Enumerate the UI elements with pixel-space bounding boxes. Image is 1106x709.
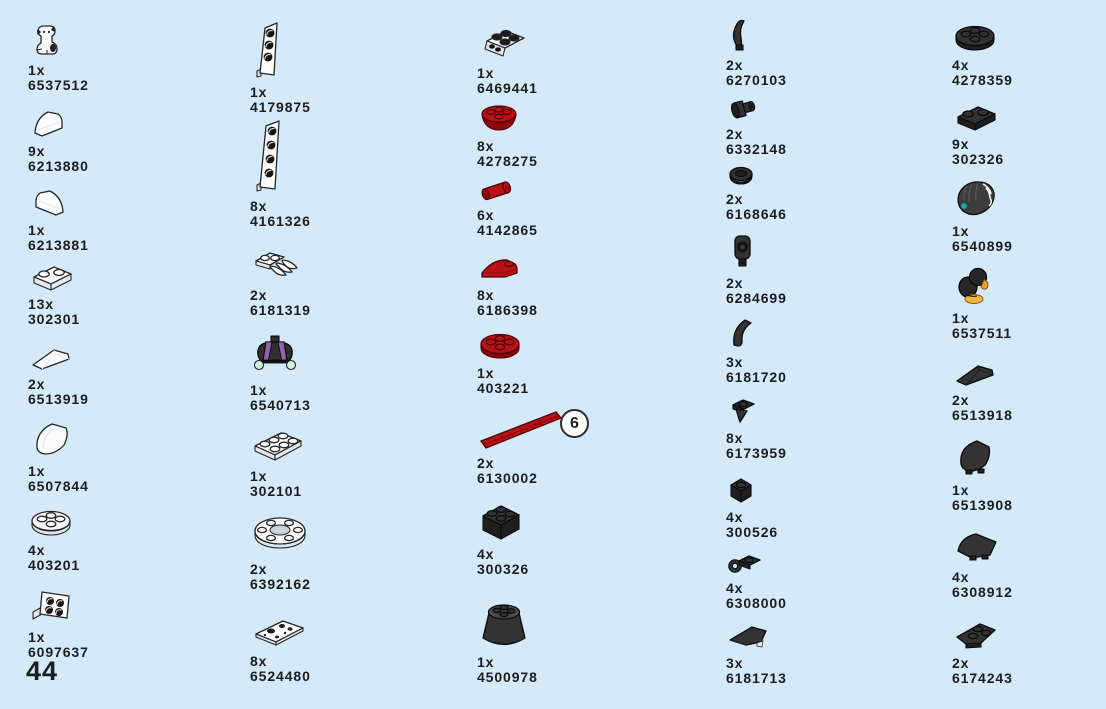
- tooth-part-icon: [727, 393, 757, 425]
- part-number: 6332148: [726, 140, 787, 157]
- part-quantity: 1x: [250, 84, 268, 100]
- part-item-6173959: [726, 431, 787, 460]
- part-quantity: 2x: [726, 191, 744, 207]
- part-item-403201: [28, 543, 80, 572]
- part-number: 6540899: [952, 237, 1013, 254]
- part-number: 6513919: [28, 390, 89, 407]
- part-item-6540713: [250, 383, 311, 412]
- wedgeplate-part-icon: [953, 618, 999, 650]
- part-item-6174243: [952, 656, 1013, 685]
- part-quantity: 2x: [952, 392, 970, 408]
- part-number: 6284699: [726, 289, 787, 306]
- part-number: 6181713: [726, 669, 787, 686]
- part-quantity: 8x: [477, 287, 495, 303]
- part-item-4179875: [250, 85, 311, 114]
- part-quantity: 1x: [28, 463, 46, 479]
- part-number: 6540713: [250, 396, 311, 413]
- horn-part-icon: [727, 16, 751, 52]
- roundplate-part-icon: [29, 507, 73, 537]
- slope_l-part-icon: [29, 106, 69, 138]
- curvedslope-part-icon: [478, 252, 522, 282]
- part-item-6181319: [250, 288, 311, 317]
- part-item-4161326: [250, 199, 311, 228]
- part-number: 300326: [477, 560, 530, 577]
- part-item-300326: [477, 547, 529, 576]
- part-quantity: 2x: [477, 455, 495, 471]
- part-item-6308912: [952, 570, 1013, 599]
- part-number: 6308912: [952, 583, 1013, 600]
- part-number: 6308000: [726, 594, 787, 611]
- part-number: 4278359: [952, 71, 1013, 88]
- part-quantity: 4x: [726, 509, 744, 525]
- part-number: 302101: [250, 482, 303, 499]
- part-quantity: 3x: [726, 354, 744, 370]
- part-quantity: 4x: [28, 542, 46, 558]
- page-number: 44: [26, 656, 59, 686]
- clawplate-part-icon: [251, 246, 301, 282]
- bird-part-icon: [953, 265, 993, 305]
- part-number: 403201: [28, 556, 81, 573]
- part-item-6332148: [726, 127, 787, 156]
- part-number: 300526: [726, 523, 779, 540]
- clipplate-part-icon: [727, 551, 763, 575]
- part-number: 6537512: [28, 76, 89, 93]
- part-number: 6181319: [250, 301, 311, 318]
- part-item-6513919: [28, 377, 89, 406]
- torso-part-icon: [251, 333, 299, 377]
- part-quantity: 8x: [250, 653, 268, 669]
- part-item-6469441: [477, 66, 538, 95]
- part-number: 4500978: [477, 668, 538, 685]
- part-number: 4278275: [477, 152, 538, 169]
- part-item-6213880: [28, 144, 89, 173]
- part-number: 6392162: [250, 575, 311, 592]
- part-item-6513908: [952, 483, 1013, 512]
- part-number: 6507844: [28, 477, 89, 494]
- part-item-6130002: [477, 456, 538, 485]
- boatstud-part-icon: [478, 103, 520, 133]
- part-number: 6181720: [726, 368, 787, 385]
- part-number: 403221: [477, 379, 530, 396]
- part-item-6186398: [477, 288, 538, 317]
- part-quantity: 4x: [952, 569, 970, 585]
- part-item-6513918: [952, 393, 1013, 422]
- part-number: 302326: [952, 150, 1005, 167]
- slope_r-part-icon: [29, 185, 69, 217]
- part-quantity: 1x: [28, 222, 46, 238]
- part-quantity: 1x: [28, 62, 46, 78]
- part-quantity: 2x: [28, 376, 46, 392]
- part-number: 6513908: [952, 496, 1013, 513]
- roundplate-part-icon: [478, 330, 522, 360]
- part-quantity: 1x: [250, 468, 268, 484]
- part-number: 6174243: [952, 669, 1013, 686]
- part-quantity: 4x: [952, 57, 970, 73]
- part-number: 4179875: [250, 98, 311, 115]
- brick1x1-part-icon: [727, 474, 755, 504]
- bracket-part-icon: [29, 582, 75, 624]
- part-item-6168646: [726, 192, 787, 221]
- part-quantity: 8x: [250, 198, 268, 214]
- part-item-6540899: [952, 224, 1013, 253]
- part-number: 4161326: [250, 212, 311, 229]
- part-number: 6168646: [726, 205, 787, 222]
- curvedblk-part-icon: [953, 435, 995, 477]
- part-number: 6270103: [726, 71, 787, 88]
- part-item-302326: [952, 137, 1004, 166]
- wing-part-icon: [727, 622, 771, 650]
- wedgeblk-part-icon: [953, 528, 1001, 564]
- part-item-6213881: [28, 223, 89, 252]
- part-quantity: 3x: [726, 655, 744, 671]
- part-item-6284699: [726, 276, 787, 305]
- part-item-6181720: [726, 355, 787, 384]
- part-quantity: 9x: [952, 136, 970, 152]
- part-item-302101: [250, 469, 302, 498]
- part-quantity: 4x: [726, 580, 744, 596]
- part-quantity: 8x: [726, 430, 744, 446]
- part-item-403221: [477, 366, 529, 395]
- part-quantity: 13x: [28, 296, 55, 312]
- tilespots-part-icon: [251, 616, 307, 648]
- part-quantity: 2x: [250, 287, 268, 303]
- part-item-4142865: [477, 208, 538, 237]
- bracketinv-part-icon: [478, 24, 528, 60]
- bag-number-callout: [560, 409, 589, 438]
- turntable-part-icon: [251, 512, 309, 556]
- part-number: 6097637: [28, 643, 89, 660]
- roundplate-part-icon: [953, 22, 997, 52]
- part-quantity: 8x: [477, 138, 495, 154]
- part-quantity: 1x: [952, 310, 970, 326]
- wedge4-part-icon: [251, 117, 285, 193]
- part-number: 4142865: [477, 221, 538, 238]
- part-quantity: 1x: [477, 365, 495, 381]
- part-quantity: 2x: [250, 561, 268, 577]
- axle-part-icon: [478, 406, 570, 450]
- part-quantity: 1x: [477, 65, 495, 81]
- dog-part-icon: [29, 23, 67, 57]
- part-quantity: 1x: [250, 382, 268, 398]
- part-number: 6130002: [477, 469, 538, 486]
- part-item-6270103: [726, 58, 787, 87]
- part-number: 6213881: [28, 236, 89, 253]
- part-quantity: 2x: [726, 275, 744, 291]
- slopeflat-part-icon: [29, 343, 73, 371]
- part-quantity: 6x: [477, 207, 495, 223]
- wedge3-part-icon: [251, 19, 283, 79]
- part-quantity: 2x: [726, 57, 744, 73]
- part-quantity: 4x: [477, 546, 495, 562]
- cylinder-part-icon: [478, 176, 516, 202]
- part-item-300526: [726, 510, 778, 539]
- part-quantity: 1x: [952, 482, 970, 498]
- part-item-4278359: [952, 58, 1013, 87]
- brick2x2-part-icon: [478, 501, 524, 541]
- cone-part-icon: [478, 599, 530, 649]
- slopeflat-part-icon: [953, 359, 997, 387]
- part-quantity: 1x: [28, 629, 46, 645]
- part-item-6537512: [28, 63, 89, 92]
- part-number: 6186398: [477, 301, 538, 318]
- part-quantity: 9x: [28, 143, 46, 159]
- part-item-302301: [28, 297, 80, 326]
- part-number: 6173959: [726, 444, 787, 461]
- part-quantity: 2x: [726, 126, 744, 142]
- curvedclaw-part-icon: [727, 315, 757, 349]
- part-number: 6213880: [28, 157, 89, 174]
- part-item-6308000: [726, 581, 787, 610]
- part-item-4500978: [477, 655, 538, 684]
- part-item-4278275: [477, 139, 538, 168]
- plate2x3-part-icon: [251, 427, 305, 463]
- part-quantity: 1x: [477, 654, 495, 670]
- part-item-6097637: [28, 630, 89, 659]
- hair-part-icon: [953, 178, 999, 218]
- bag-number-label: 6: [570, 414, 579, 432]
- part-number: 6513918: [952, 406, 1013, 423]
- part-item-6537511: [952, 311, 1012, 340]
- part-item-6507844: [28, 464, 89, 493]
- plate1x2-part-icon: [953, 101, 999, 131]
- part-quantity: 1x: [952, 223, 970, 239]
- part-number: 302301: [28, 310, 81, 327]
- plate1x2-part-icon: [29, 261, 75, 291]
- part-item-6524480: [250, 654, 311, 683]
- part-number: 6537511: [952, 324, 1013, 341]
- part-item-6392162: [250, 562, 311, 591]
- dish-part-icon: [727, 164, 755, 186]
- part-number: 6524480: [250, 667, 311, 684]
- pulley-part-icon: [727, 95, 759, 121]
- part-item-6181713: [726, 656, 787, 685]
- part-number: 6469441: [477, 79, 538, 96]
- part-quantity: 2x: [952, 655, 970, 671]
- pinconn-part-icon: [727, 232, 757, 270]
- shell-part-icon: [29, 418, 75, 458]
